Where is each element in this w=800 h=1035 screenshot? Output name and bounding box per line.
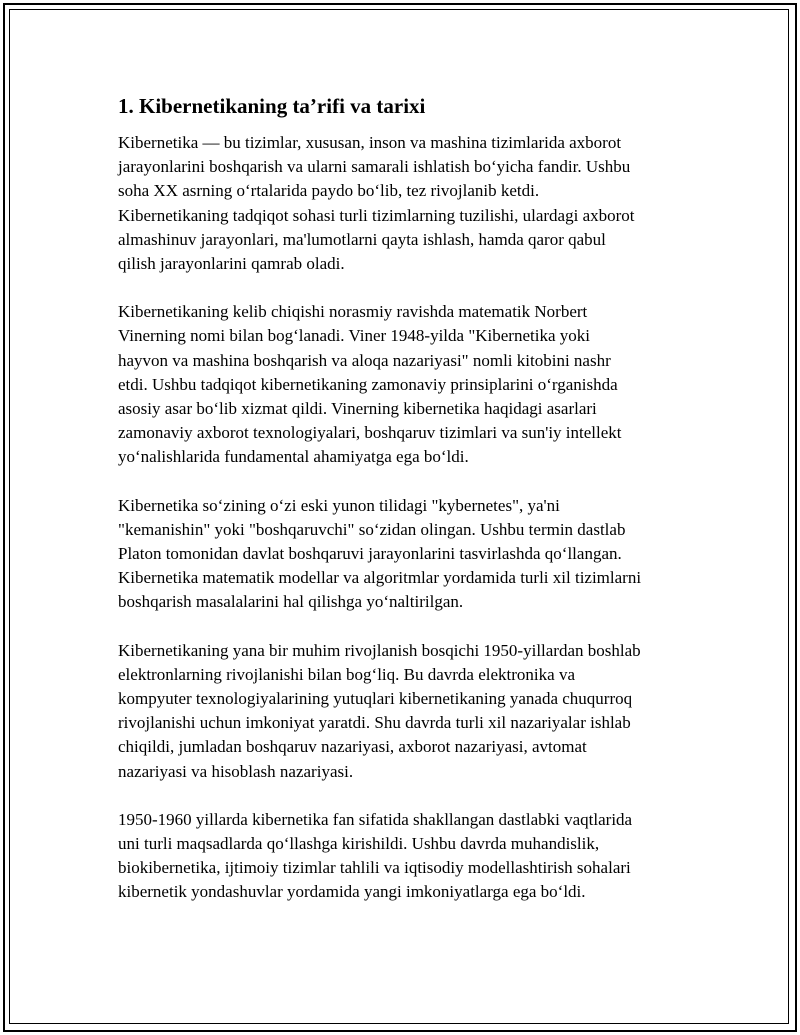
text-line: almashinuv jarayonlari, ma'lumotlarni qayta ishlash, hamda qaror qabul — [118, 229, 606, 249]
text-line: asosiy asar boʻlib xizmat qildi. Vinerning kibernetika haqidagi asarlari — [118, 399, 597, 419]
text-line: elektronlarning rivojlanishi bilan bogʻliq. Bu davrda elektronika va — [118, 664, 575, 684]
text-line: Platon tomonidan davlat boshqaruvi jarayonlarini tasvirlashda qoʻllangan. — [118, 544, 622, 564]
paragraph-etymology — [118, 494, 698, 615]
paragraph-definition — [118, 131, 698, 276]
text-line: soha XX asrning oʻrtalarida paydo boʻlib, tez rivojlanib ketdi. — [118, 181, 540, 201]
text-line: Kibernetika matematik modellar va algoritmlar yordamida turli xil tizimlarni — [118, 568, 642, 588]
text-line: biokibernetika, ijtimoiy tizimlar tahlili va iqtisodiy modellashtirish sohalari — [118, 858, 631, 878]
text-line: Kibernetika — bu tizimlar, xususan, inson va mashina tizimlarida axborot — [118, 133, 622, 152]
text-line: "kemanishin" yoki "boshqaruvchi" soʻzidan olingan. Ushbu termin dastlab — [118, 519, 626, 539]
text-line: hayvon va mashina boshqarish va aloqa nazariyasi" nomli kitobini nashr — [118, 350, 611, 370]
text-line: qilish jarayonlarini qamrab oladi. — [118, 254, 345, 274]
text-line: Kibernetika soʻzining oʻzi eski yunon tilidagi "kybernetes", ya'ni — [118, 495, 560, 515]
text-line: boshqarish masalalarini hal qilishga yoʻnaltirilgan. — [118, 592, 464, 612]
text-line: etdi. Ushbu tadqiqot kibernetikaning zamonaviy prinsiplarini oʻrganishda — [118, 374, 618, 394]
text-line: Kibernetikaning yana bir muhim rivojlanish bosqichi 1950-yillardan boshlab — [118, 640, 641, 660]
text-line: kompyuter texnologiyalarining yutuqlari kibernetikaning yanada chuqurroq — [118, 689, 633, 709]
text-line: jarayonlarini boshqarish va ularni samarali ishlatish boʻyicha fandir. Ushbu — [118, 157, 631, 177]
text-line: uni turli maqsadlarda qoʻllashga kirishildi. Ushbu davrda muhandislik, — [118, 834, 600, 854]
text-line: zamonaviy axborot texnologiyalari, boshqaruv tizimlari va sun'iy intellekt — [118, 423, 622, 443]
document-body — [118, 92, 698, 929]
paragraph-origin-wiener — [118, 300, 698, 469]
paragraph-applications — [118, 808, 698, 905]
section-heading: 1. Kibernetikaning ta’rifi va tarixi — [118, 94, 426, 118]
text-line: 1950-1960 yillarda kibernetika fan sifatida shakllangan dastlabki vaqtlarida — [118, 809, 633, 829]
text-line: nazariyasi va hisoblash nazariyasi. — [118, 761, 354, 781]
paragraph-development — [118, 639, 698, 784]
text-line: Vinerning nomi bilan bogʻlanadi. Viner 1948-yilda "Kibernetika yoki — [118, 326, 590, 346]
text-line: yoʻnalishlarida fundamental ahamiyatga ega boʻldi. — [118, 447, 469, 467]
text-line: Kibernetikaning kelib chiqishi norasmiy ravishda matematik Norbert — [118, 302, 588, 322]
text-line: chiqildi, jumladan boshqaruv nazariyasi, axborot nazariyasi, avtomat — [118, 737, 587, 757]
text-line: kibernetik yondashuvlar yordamida yangi imkoniyatlarga ega boʻldi. — [118, 882, 586, 902]
text-line: Kibernetikaning tadqiqot sohasi turli tizimlarning tuzilishi, ulardagi axborot — [118, 205, 635, 225]
text-line: rivojlanishi uchun imkoniyat yaratdi. Shu davrda turli xil nazariyalar ishlab — [118, 713, 631, 733]
